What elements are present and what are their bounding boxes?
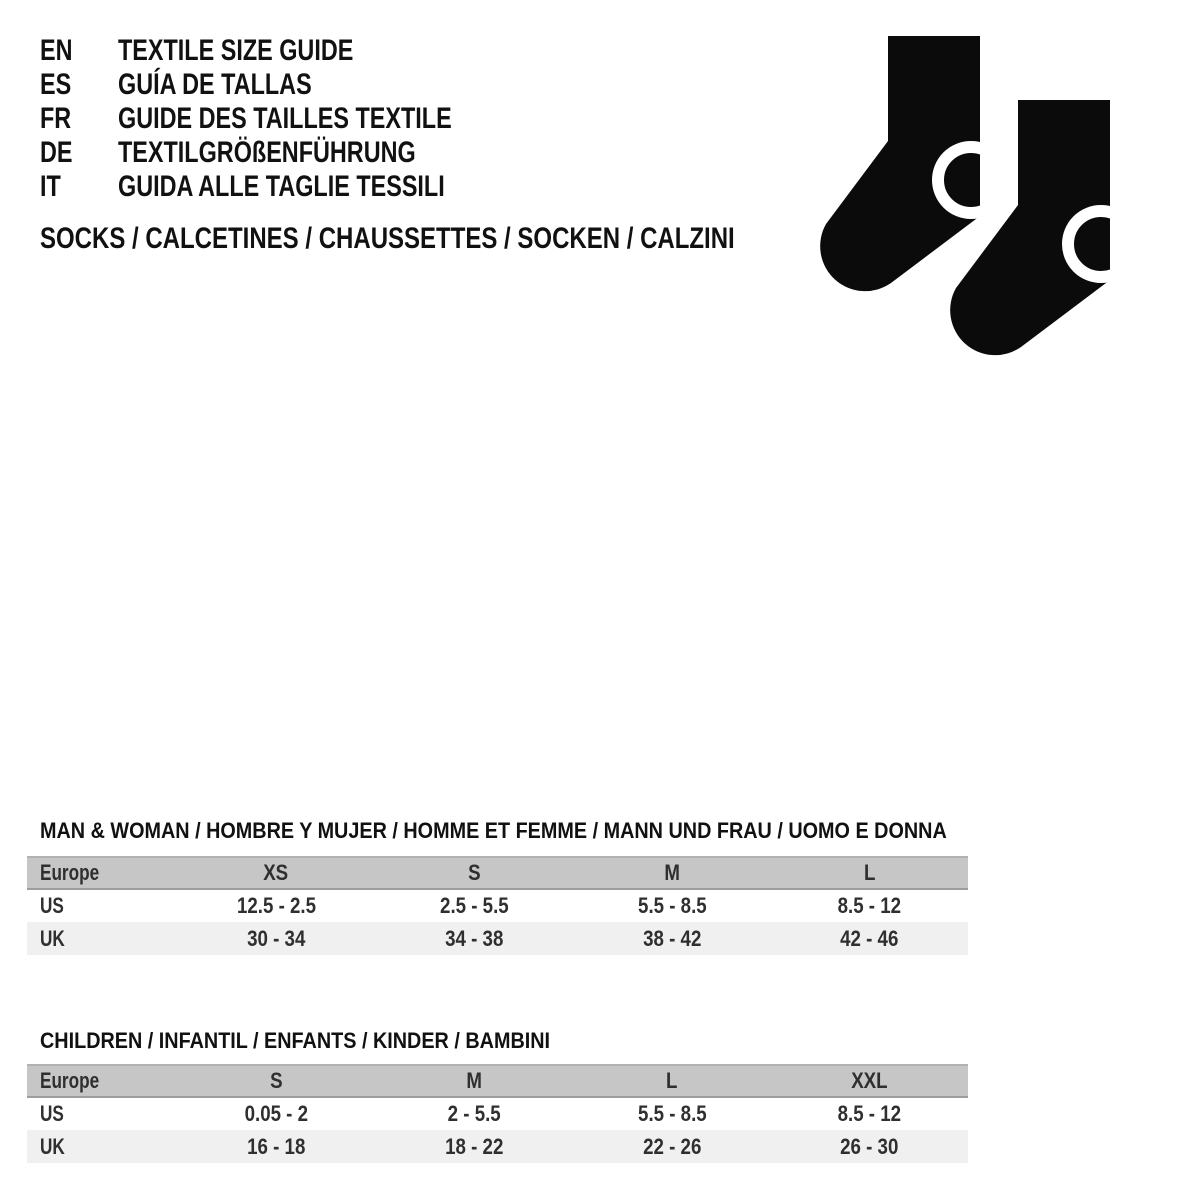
table-title-man-woman: MAN & WOMAN / HOMBRE Y MUJER / HOMME ET FEMME / MANN UND FRAU / UOMO E DONNA bbox=[40, 818, 947, 843]
language-code: DE bbox=[40, 136, 73, 169]
size-range-cell: 0.05 - 2 bbox=[244, 1101, 308, 1126]
size-range-cell: 38 - 42 bbox=[573, 922, 771, 955]
language-row bbox=[40, 136, 546, 170]
language-row bbox=[40, 170, 546, 204]
column-header-size: M bbox=[375, 1065, 573, 1097]
row-label: UK bbox=[27, 1130, 177, 1163]
column-header-size: XS bbox=[177, 857, 375, 889]
header-row bbox=[27, 1065, 968, 1097]
language-code: FR bbox=[40, 102, 72, 135]
table-row-us bbox=[27, 1097, 968, 1130]
column-header-size: M bbox=[573, 857, 771, 889]
column-header-size: S bbox=[375, 857, 573, 889]
header-row bbox=[27, 857, 968, 889]
language-code: ES bbox=[40, 68, 72, 101]
size-range-cell: 22 - 26 bbox=[573, 1130, 771, 1163]
guide-title: GUIDE DES TAILLES TEXTILE bbox=[118, 102, 452, 135]
table-title-children: CHILDREN / INFANTIL / ENFANTS / KINDER / BAMBINI bbox=[40, 1028, 551, 1053]
guide-title: TEXTILE SIZE GUIDE bbox=[118, 34, 354, 67]
size-range-cell: 5.5 - 8.5 bbox=[637, 893, 707, 918]
size-range-cell: 30 - 34 bbox=[177, 922, 375, 955]
language-row bbox=[40, 34, 546, 68]
row-label: UK bbox=[27, 922, 177, 955]
language-row bbox=[40, 68, 546, 102]
socks-icon bbox=[818, 36, 1118, 358]
category-line: SOCKS / CALCETINES / CHAUSSETTES / SOCKEN / CALZINI bbox=[40, 222, 735, 255]
size-range-cell: 16 - 18 bbox=[177, 1130, 375, 1163]
guide-title: GUIDA ALLE TAGLIE TESSILI bbox=[118, 170, 445, 203]
column-header-size: L bbox=[771, 857, 968, 889]
table-row-uk bbox=[27, 922, 968, 955]
guide-title: GUÍA DE TALLAS bbox=[118, 68, 312, 101]
row-label: US bbox=[40, 893, 64, 918]
size-range-cell: 5.5 - 8.5 bbox=[637, 1101, 707, 1126]
language-title-block bbox=[40, 34, 546, 204]
size-range-cell: 34 - 38 bbox=[375, 922, 573, 955]
size-table-man-woman bbox=[27, 856, 968, 955]
size-table-children bbox=[27, 1064, 968, 1163]
size-range-cell: 2.5 - 5.5 bbox=[439, 893, 509, 918]
size-range-cell: 12.5 - 2.5 bbox=[236, 893, 316, 918]
column-header-region: Europe bbox=[27, 1065, 177, 1097]
size-range-cell: 42 - 46 bbox=[771, 922, 968, 955]
sock-left bbox=[820, 36, 1004, 291]
table-row-uk bbox=[27, 1130, 968, 1163]
column-header-region: Europe bbox=[27, 857, 177, 889]
size-range-cell: 2 - 5.5 bbox=[447, 1101, 501, 1126]
row-label: US bbox=[40, 1101, 64, 1126]
size-range-cell: 8.5 - 12 bbox=[837, 893, 902, 918]
guide-title: TEXTILGRÖßENFÜHRUNG bbox=[118, 136, 416, 169]
language-code: IT bbox=[40, 170, 61, 203]
column-header-size: L bbox=[573, 1065, 771, 1097]
size-range-cell: 18 - 22 bbox=[375, 1130, 573, 1163]
size-range-cell: 8.5 - 12 bbox=[837, 1101, 902, 1126]
column-header-size: S bbox=[177, 1065, 375, 1097]
language-row bbox=[40, 102, 546, 136]
column-header-size: XXL bbox=[771, 1065, 968, 1097]
size-range-cell: 26 - 30 bbox=[771, 1130, 968, 1163]
table-row-us bbox=[27, 889, 968, 922]
language-code: EN bbox=[40, 34, 73, 67]
